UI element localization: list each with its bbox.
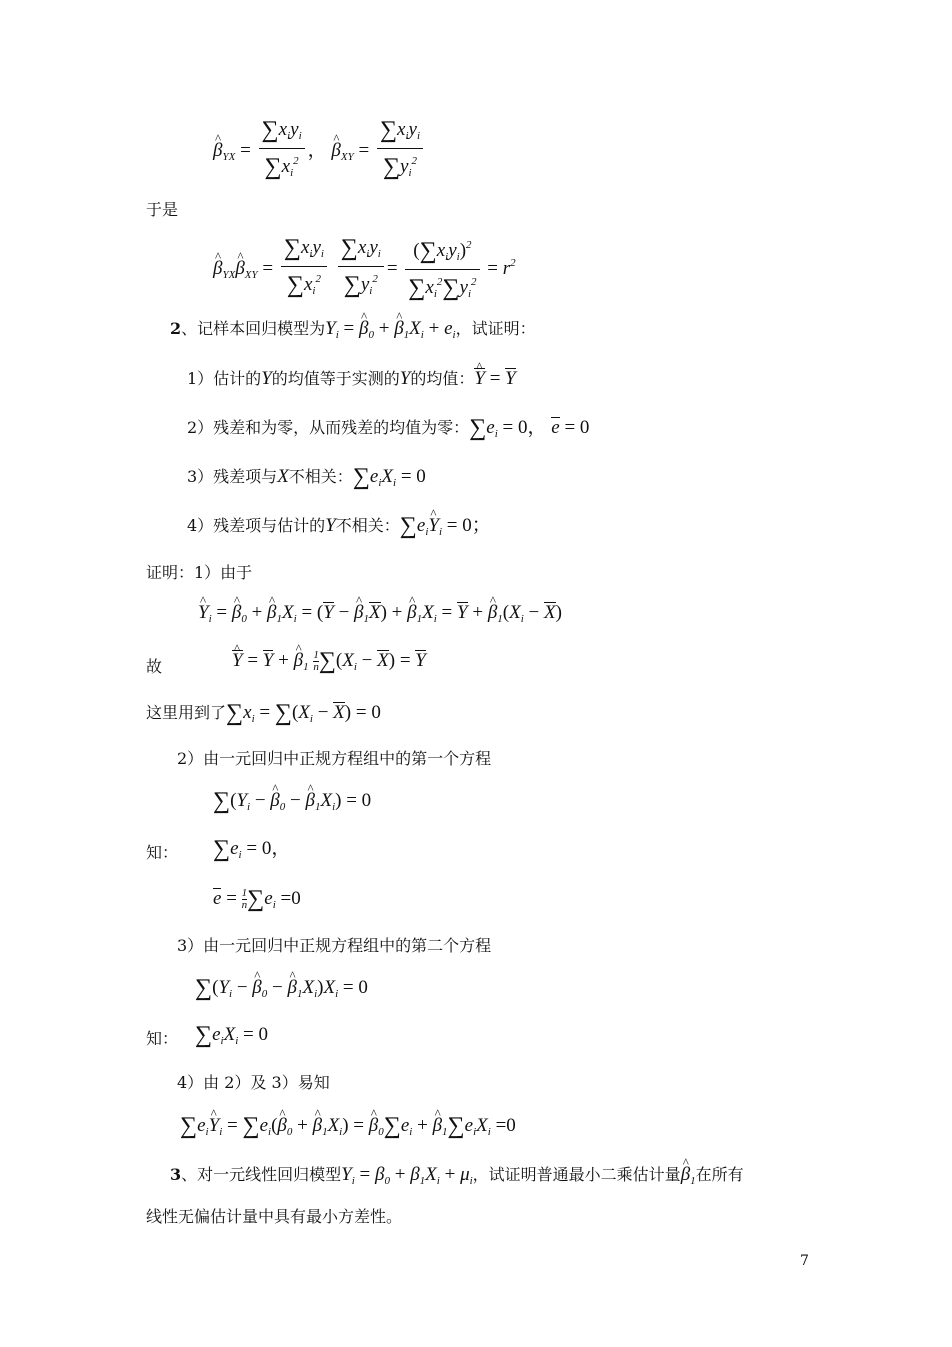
- text-yushi: 于是: [146, 200, 179, 219]
- equation-normal-2: $\sum(Y_i$ − ^ $\beta_0$ − ^ $\beta_1X_i)X_i = 0$: [195, 977, 368, 1005]
- equation-normal-1: $\sum(Y_i$ − ^ $\beta_0$ − ^ $\beta_1X_i) = 0$: [213, 790, 371, 818]
- proof-heading: 证明：1）由于: [146, 563, 253, 582]
- equation-sum-e: $\sum e_i = 0$，: [213, 836, 291, 862]
- text-zhi-2: 知：: [146, 1029, 179, 1048]
- page-number: 7: [800, 1253, 809, 1269]
- equation-mean-e: e = $\frac{1}{n}$ $\sum e_i =0$: [213, 886, 301, 912]
- text-gu: 故: [146, 657, 163, 676]
- equation-r-squared: ^ $\beta_{YX}\^{}$ $\beta_{XY}$ = $\frac{\sum x_iy_i}{\sum x_i^2}$ $\frac{\sum x_iy_i}{\sum y_i^2}$ = $\frac{(\sum x_iy_i)^2}{\sum x_i^2\sum y_i^2}$ = $r^2$: [213, 233, 516, 306]
- equation-sum-ey-hat: $\sum e_i\^{}$ $Y_i$ = $\sum e_i(\^{}$ $\beta_0$ + ^ $\beta_1X_i$) = ^ $\beta_0\sum e_i$ + ^ $\beta_1\sum e_iX_i =0$: [180, 1115, 516, 1143]
- proof-3: 3）由一元回归中正规方程组中的第二个方程: [177, 936, 492, 955]
- equation-y-hat: ^ $Y_i$ = ^ $\beta_0$ + ^ $\beta_1X_i = (Y$ − ^ $\beta_1X$) + ^ $\beta_1X_i = Y$ + ^ $\beta_1(X_i - X)$: [198, 602, 562, 630]
- equation-beta-yx-xy: ^ $\beta_{YX}$ = $\frac{\sum x_iy_i}{\sum x_i^2}$ ， ^ $\beta_{XY}$ = $\frac{\sum x_iy_i}{\sum y_i^2}$: [213, 118, 426, 185]
- text-zheli: 这里用到了$\sum x_i = \sum(X_i - X) = 0$: [146, 700, 381, 726]
- question-3-line-2: 线性无偏估计量中具有最小方差性。: [146, 1207, 403, 1226]
- text-zhi-1: 知：: [146, 843, 179, 862]
- claim-1: 1）估计的Y的均值等于实测的Y的均值：^ Y = Y: [187, 368, 516, 390]
- question-2-heading: 2、记样本回归模型为$Y_i$ = ^ $\beta_0$ + ^ $\beta_1X_i + e_i$，试证明：: [170, 318, 536, 346]
- equation-sum-ex: $\sum e_iX_i = 0$: [195, 1022, 268, 1048]
- claim-3: 3）残差项与X不相关：$\sum e_iX_i = 0$: [187, 464, 426, 490]
- proof-4: 4）由 2）及 3）易知: [177, 1073, 330, 1092]
- equation-mean-y-hat: ^ Y = Y + ^ $\beta_1$ $\frac{1}{n}$ $\sum(X_i - X) = Y$: [232, 650, 426, 678]
- claim-4: 4）残差项与估计的Y不相关：$\sum e_i\^{}$ $Y_i = 0$；: [187, 515, 491, 543]
- proof-2: 2）由一元回归中正规方程组中的第一个方程: [177, 749, 492, 768]
- question-3-heading: 3、对一元线性回归模型$Y_i = \beta_0 + \beta_1X_i + \mu_i$，试证明普通最小二乘估计量^ $\beta_1$在所有: [170, 1164, 744, 1192]
- claim-2: 2）残差和为零，从而残差的均值为零：$\sum e_i = 0$， e = 0: [187, 415, 590, 441]
